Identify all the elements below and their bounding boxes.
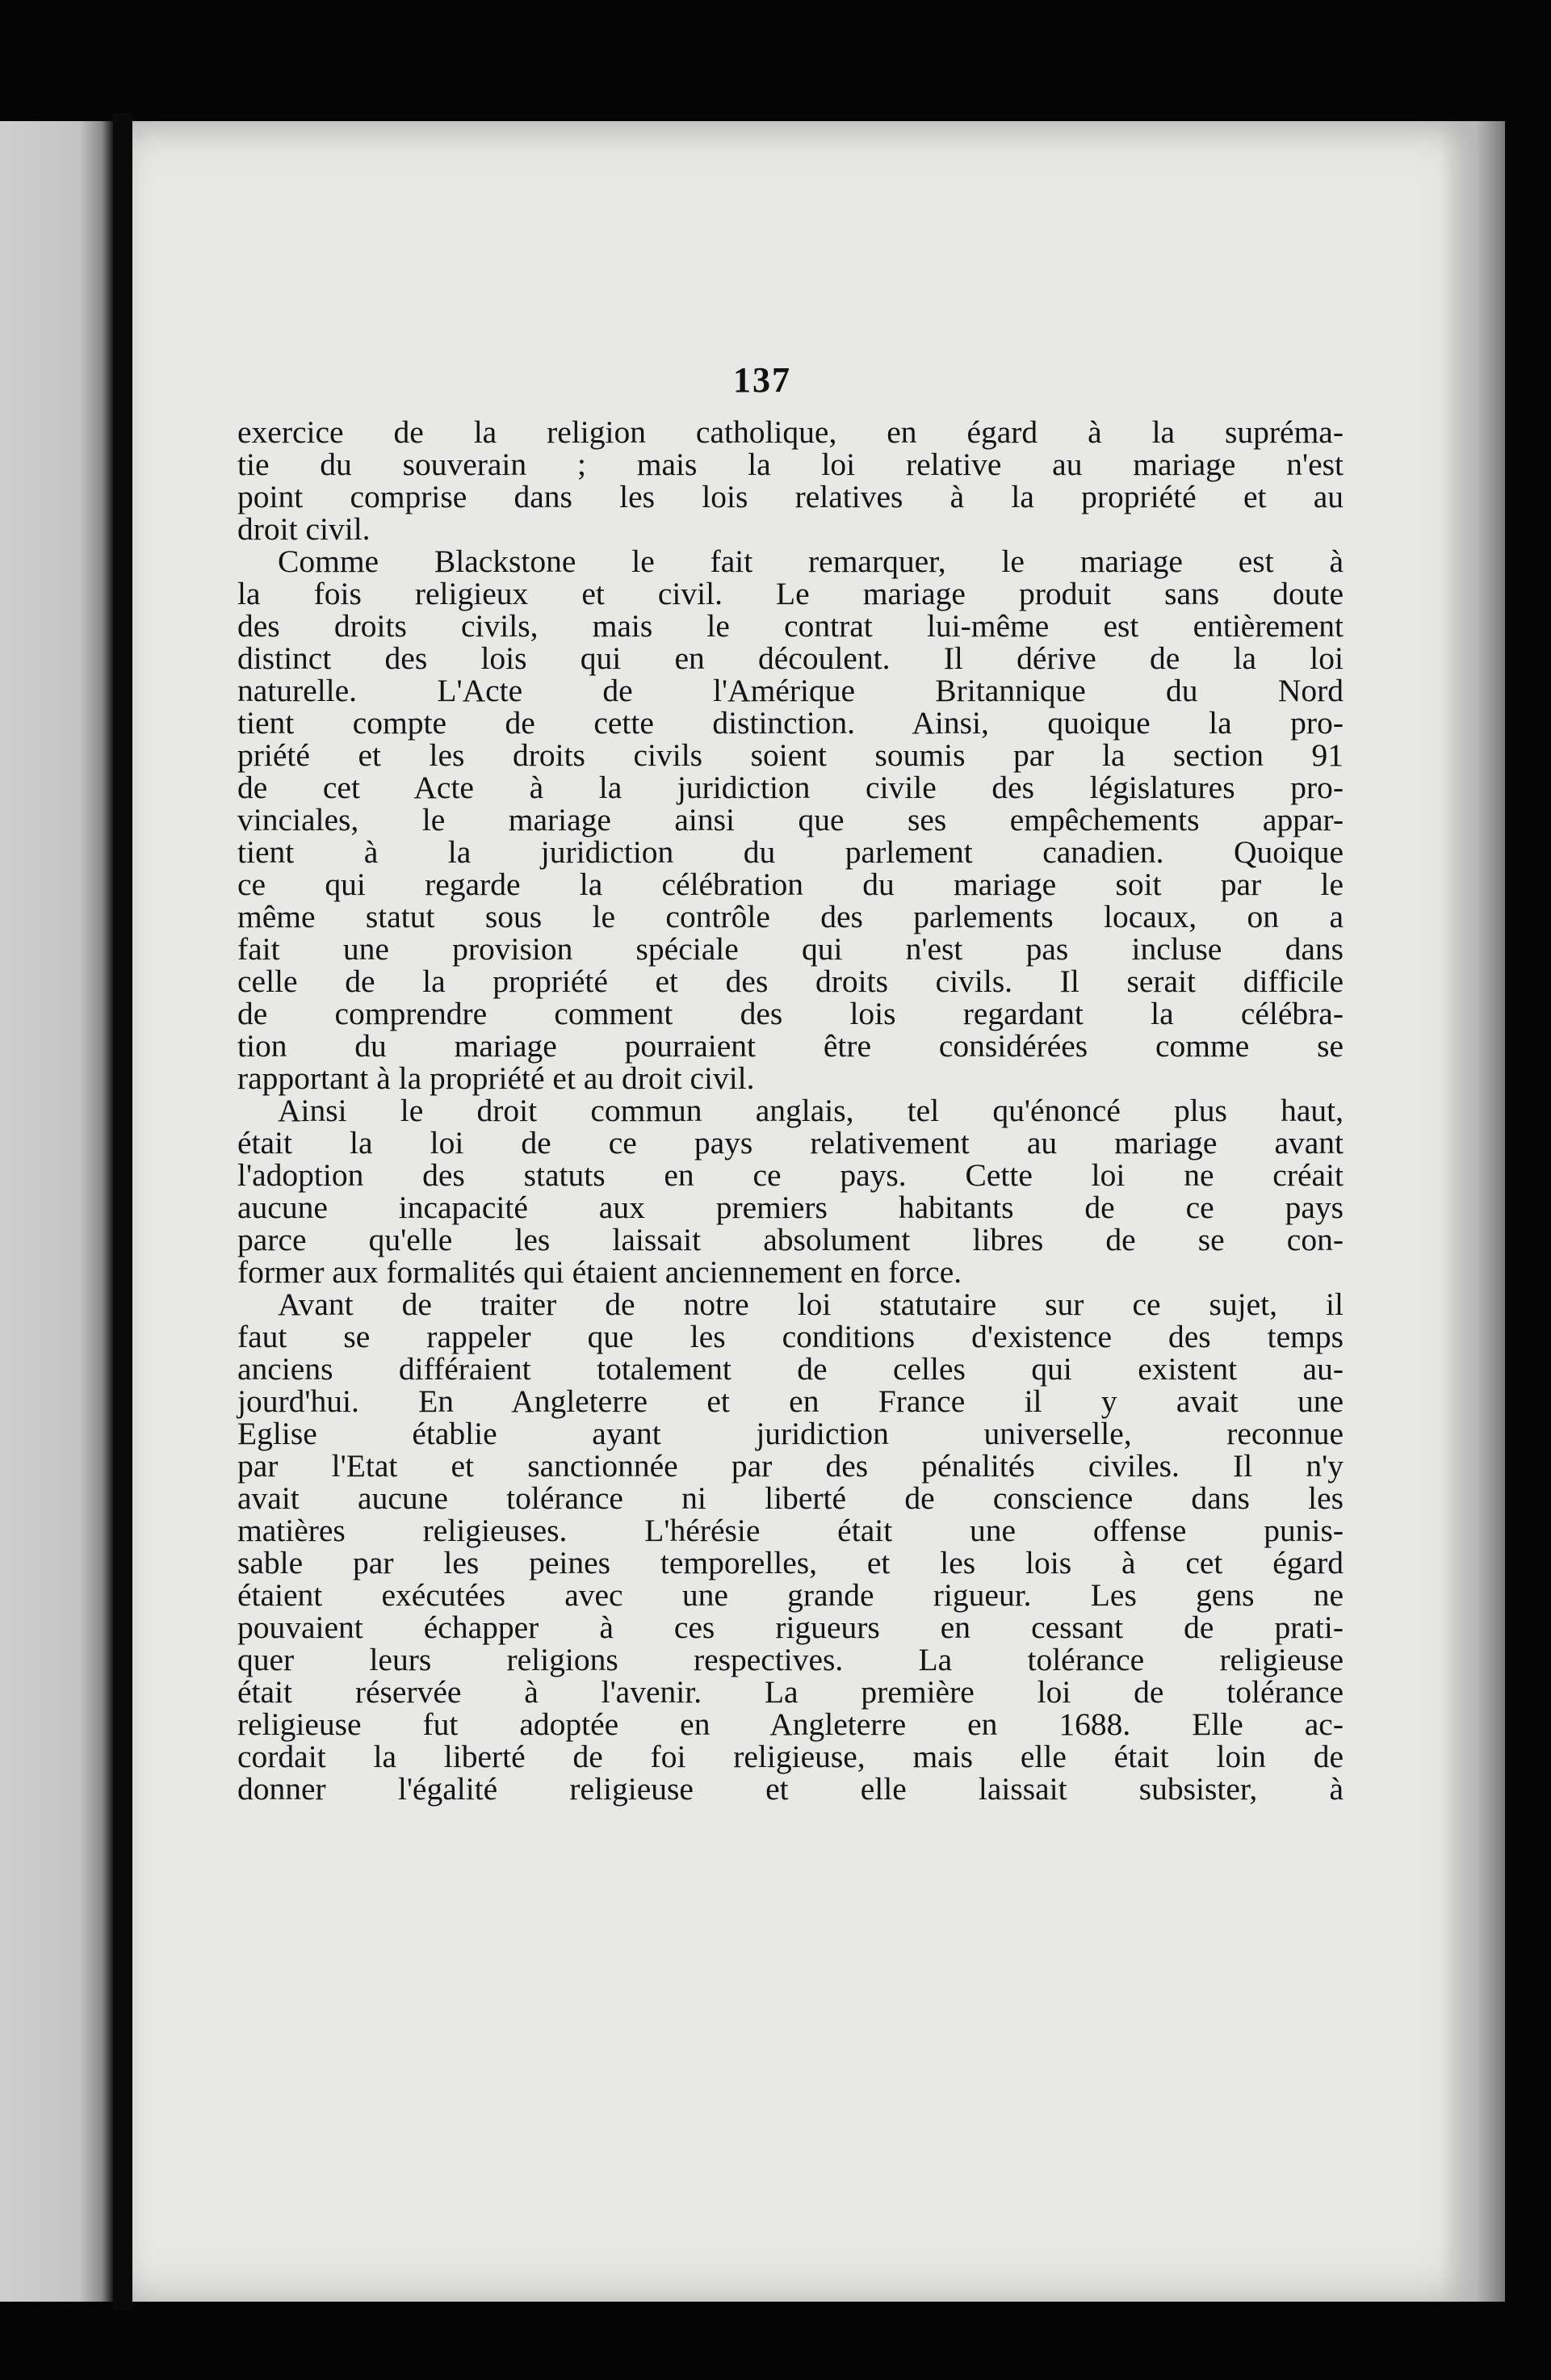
text-line: la fois religieux et civil. Le mariage produit sans doute xyxy=(237,576,1344,611)
text-line: pouvaient échapper à ces rigueurs en cessant de prati- xyxy=(237,1610,1344,1645)
text-line: tient compte de cette distinction. Ainsi, quoique la pro- xyxy=(237,705,1344,741)
text-line: avait aucune tolérance ni liberté de conscience dans les xyxy=(237,1480,1344,1516)
text-line: priété et les droits civils soient soumis par la section 91 xyxy=(237,737,1344,773)
text-line: fait une provision spéciale qui n'est pas incluse dans xyxy=(237,931,1344,967)
text-line: exercice de la religion catholique, en égard à la supréma- xyxy=(237,414,1344,450)
text-line: distinct des lois qui en découlent. Il dérive de la loi xyxy=(237,640,1344,676)
text-line: tie du souverain ; mais la loi relative au mariage n'est xyxy=(237,447,1344,482)
text-line: tient à la juridiction du parlement canadien. Quoique xyxy=(237,834,1344,870)
page-edge-shadow xyxy=(1440,121,1505,2302)
text-line: tion du mariage pourraient être considérées comme se xyxy=(237,1028,1344,1064)
text-line: Comme Blackstone le fait remarquer, le mariage est à xyxy=(278,544,1344,579)
text-line: faut se rappeler que les conditions d'existence des temps xyxy=(237,1319,1344,1354)
text-line: étaient exécutées avec une grande rigueur. Les gens ne xyxy=(237,1577,1344,1613)
text-line: cordait la liberté de foi religieuse, mais elle était loin de xyxy=(237,1739,1344,1774)
text-line: sable par les peines temporelles, et les lois à cet égard xyxy=(237,1545,1344,1580)
book-gutter xyxy=(113,113,132,2310)
text-line: naturelle. L'Acte de l'Amérique Britannique du Nord xyxy=(237,673,1344,708)
text-line: de cet Acte à la juridiction civile des législatures pro- xyxy=(237,770,1344,805)
text-line: former aux formalités qui étaient anciennement en force. xyxy=(237,1254,962,1290)
book-page xyxy=(132,121,1505,2302)
text-line: celle de la propriété et des droits civils. Il serait difficile xyxy=(237,963,1344,999)
text-line: l'adoption des statuts en ce pays. Cette loi ne créait xyxy=(237,1157,1344,1193)
text-line: des droits civils, mais le contrat lui-même est entièrement xyxy=(237,608,1344,644)
text-line: Eglise établie ayant juridiction universelle, reconnue xyxy=(237,1416,1344,1451)
text-line: Avant de traiter de notre loi statutaire sur ce sujet, il xyxy=(278,1287,1344,1322)
text-line: point comprise dans les lois relatives à la propriété et au xyxy=(237,479,1344,514)
facing-page-edge xyxy=(0,121,113,2302)
text-line: donner l'égalité religieuse et elle laissait subsister, à xyxy=(237,1771,1344,1807)
text-line: parce qu'elle les laissait absolument libres de se con- xyxy=(237,1222,1344,1257)
text-line: droit civil. xyxy=(237,511,371,547)
page-number: 137 xyxy=(733,360,791,400)
text-line: anciens différaient totalement de celles qui existent au- xyxy=(237,1351,1344,1387)
text-line: jourd'hui. En Angleterre et en France il y avait une xyxy=(237,1383,1344,1419)
text-line: quer leurs religions respectives. La tolérance religieuse xyxy=(237,1642,1344,1677)
text-line: même statut sous le contrôle des parlements locaux, on a xyxy=(237,899,1344,934)
text-line: aucune incapacité aux premiers habitants de ce pays xyxy=(237,1190,1344,1225)
text-line: ce qui regarde la célébration du mariage soit par le xyxy=(237,867,1344,902)
text-line: de comprendre comment des lois regardant la célébra- xyxy=(237,996,1344,1031)
text-line: rapportant à la propriété et au droit civil. xyxy=(237,1060,755,1096)
text-line: Ainsi le droit commun anglais, tel qu'énoncé plus haut, xyxy=(278,1093,1344,1128)
text-line: par l'Etat et sanctionnée par des pénalités civiles. Il n'y xyxy=(237,1448,1344,1484)
text-line: était réservée à l'avenir. La première loi de tolérance xyxy=(237,1674,1344,1710)
text-line: religieuse fut adoptée en Angleterre en 1688. Elle ac- xyxy=(237,1706,1344,1742)
text-line: matières religieuses. L'hérésie était une offense punis- xyxy=(237,1513,1344,1548)
body-text xyxy=(237,416,1344,1805)
text-line: était la loi de ce pays relativement au mariage avant xyxy=(237,1125,1344,1161)
text-line: vinciales, le mariage ainsi que ses empêchements appar- xyxy=(237,802,1344,837)
